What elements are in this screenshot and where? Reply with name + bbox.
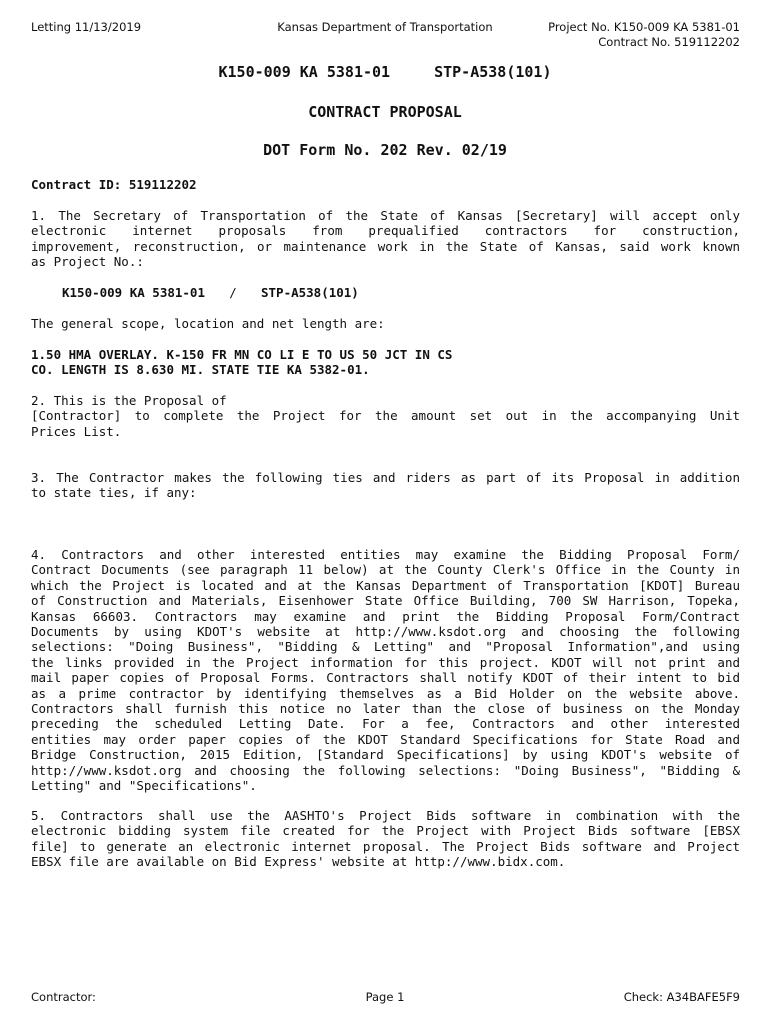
title-project-b: STP-A538(101) bbox=[434, 63, 552, 81]
paragraph-2-line: [Contractor] to complete the Project for the amount set out in the accompanying Unit bbox=[31, 408, 740, 424]
title-project-a: K150-009 KA 5381-01 bbox=[218, 63, 391, 81]
footer-page-number: Page 1 bbox=[365, 990, 405, 1004]
project-number-separator: / bbox=[229, 285, 237, 300]
paragraph-4-line: mail paper copies of Proposal Forms. Contractors shall notify KDOT of their intent to bid bbox=[31, 670, 740, 686]
paragraph-4-line: entities may order paper copies of the KDOT Standard Specifications for State Road and bbox=[31, 731, 740, 747]
paragraph-4-line: 4. Contractors and other interested entities may examine the Bidding Proposal Form/ bbox=[31, 547, 740, 562]
header-letting-date: Letting 11/13/2019 bbox=[31, 20, 142, 34]
header-contract-no: Contract No. 519112202 bbox=[598, 35, 740, 49]
paragraph-4-line: the links provided in the Project information for this project. KDOT will not print and bbox=[31, 654, 740, 670]
paragraph-2-line: Prices List. bbox=[31, 423, 122, 439]
paragraph-1-line: electronic internet proposals from prequalified contractors for construction, bbox=[31, 223, 740, 239]
title-form-number: DOT Form No. 202 Rev. 02/19 bbox=[263, 141, 507, 159]
contract-id: Contract ID: 519112202 bbox=[31, 177, 197, 192]
paragraph-2 bbox=[31, 393, 740, 439]
scope-intro: The general scope, location and net length are: bbox=[31, 316, 385, 331]
project-number-a: K150-009 KA 5381-01 bbox=[62, 285, 205, 300]
paragraph-5-line: 5. Contractors shall use the AASHTO's Project Bids software in combination with the bbox=[31, 808, 740, 823]
paragraph-4-line: Kansas 66603. Contractors may examine and print the Bidding Proposal Form/Contract bbox=[31, 608, 740, 624]
paragraph-1-line: as Project No.: bbox=[31, 254, 144, 270]
project-number-b: STP-A538(101) bbox=[261, 285, 359, 300]
paragraph-5 bbox=[31, 808, 740, 870]
paragraph-1-line: improvement, reconstruction, or maintenance work in the State of Kansas, said work known bbox=[31, 238, 740, 254]
footer-contractor-label: Contractor: bbox=[31, 990, 96, 1004]
header-project-info bbox=[548, 20, 740, 50]
paragraph-4-line: http://www.ksdot.org and choosing the following selections: "Doing Business", "Bidding & bbox=[31, 762, 740, 778]
paragraph-4-line: Documents by using KDOT's website at http://www.ksdot.org and choosing the following bbox=[31, 624, 740, 640]
paragraph-4-line: Contract Documents (see paragraph 11 below) at the County Clerk's Office in the County in bbox=[31, 562, 740, 578]
scope-line: CO. LENGTH IS 8.630 MI. STATE TIE KA 5382-01. bbox=[31, 362, 370, 378]
paragraph-1-line: 1. The Secretary of Transportation of the State of Kansas [Secretary] will accept only bbox=[31, 208, 740, 223]
paragraph-4-line: preceding the scheduled Letting Date. For a fee, Contractors and other interested bbox=[31, 716, 740, 732]
paragraph-3-line: 3. The Contractor makes the following ties and riders as part of its Proposal in addition bbox=[31, 470, 740, 485]
paragraph-4-line: selections: "Doing Business", "Bidding & Letting" and "Proposal Information",and using bbox=[31, 639, 740, 655]
paragraph-4-line: Letting" and "Specifications". bbox=[31, 778, 257, 794]
paragraph-3-line: to state ties, if any: bbox=[31, 485, 197, 501]
title-project-numbers bbox=[0, 63, 770, 81]
scope-description bbox=[31, 347, 740, 378]
title-contract-proposal: CONTRACT PROPOSAL bbox=[308, 103, 462, 121]
paragraph-5-line: EBSX file are available on Bid Express' website at http://www.bidx.com. bbox=[31, 854, 566, 870]
paragraph-4-line: as a prime contractor by identifying themselves as a Bid Holder on the website above. bbox=[31, 685, 740, 701]
paragraph-4-line: of Construction and Materials, Eisenhower State Office Building, 700 SW Harrison, Topeka, bbox=[31, 593, 740, 609]
paragraph-4 bbox=[31, 547, 740, 794]
paragraph-4-line: Contractors shall furnish this notice no later than the close of business on the Monday bbox=[31, 701, 740, 717]
paragraph-3 bbox=[31, 470, 740, 501]
paragraph-4-line: Bridge Construction, 2015 Edition, [Standard Specifications] by using KDOT's website of bbox=[31, 747, 740, 763]
project-number-line bbox=[62, 285, 770, 300]
paragraph-5-line: electronic bidding system file created for the Project with Project Bids software [EBSX bbox=[31, 823, 740, 839]
header-agency: Kansas Department of Transportation bbox=[277, 20, 493, 34]
scope-line: 1.50 HMA OVERLAY. K-150 FR MN CO LI E TO US 50 JCT IN CS bbox=[31, 347, 453, 362]
footer-check-code: Check: A34BAFE5F9 bbox=[623, 990, 740, 1004]
paragraph-4-line: which the Project is located and at the Kansas Department of Transportation [KDOT] Bureau bbox=[31, 577, 740, 593]
paragraph-1 bbox=[31, 208, 740, 270]
paragraph-2-line: 2. This is the Proposal of bbox=[31, 393, 227, 408]
paragraph-5-line: file] to generate an electronic internet proposal. The Project Bids software and Project bbox=[31, 838, 740, 854]
header-project-no: Project No. K150-009 KA 5381-01 bbox=[548, 20, 740, 34]
